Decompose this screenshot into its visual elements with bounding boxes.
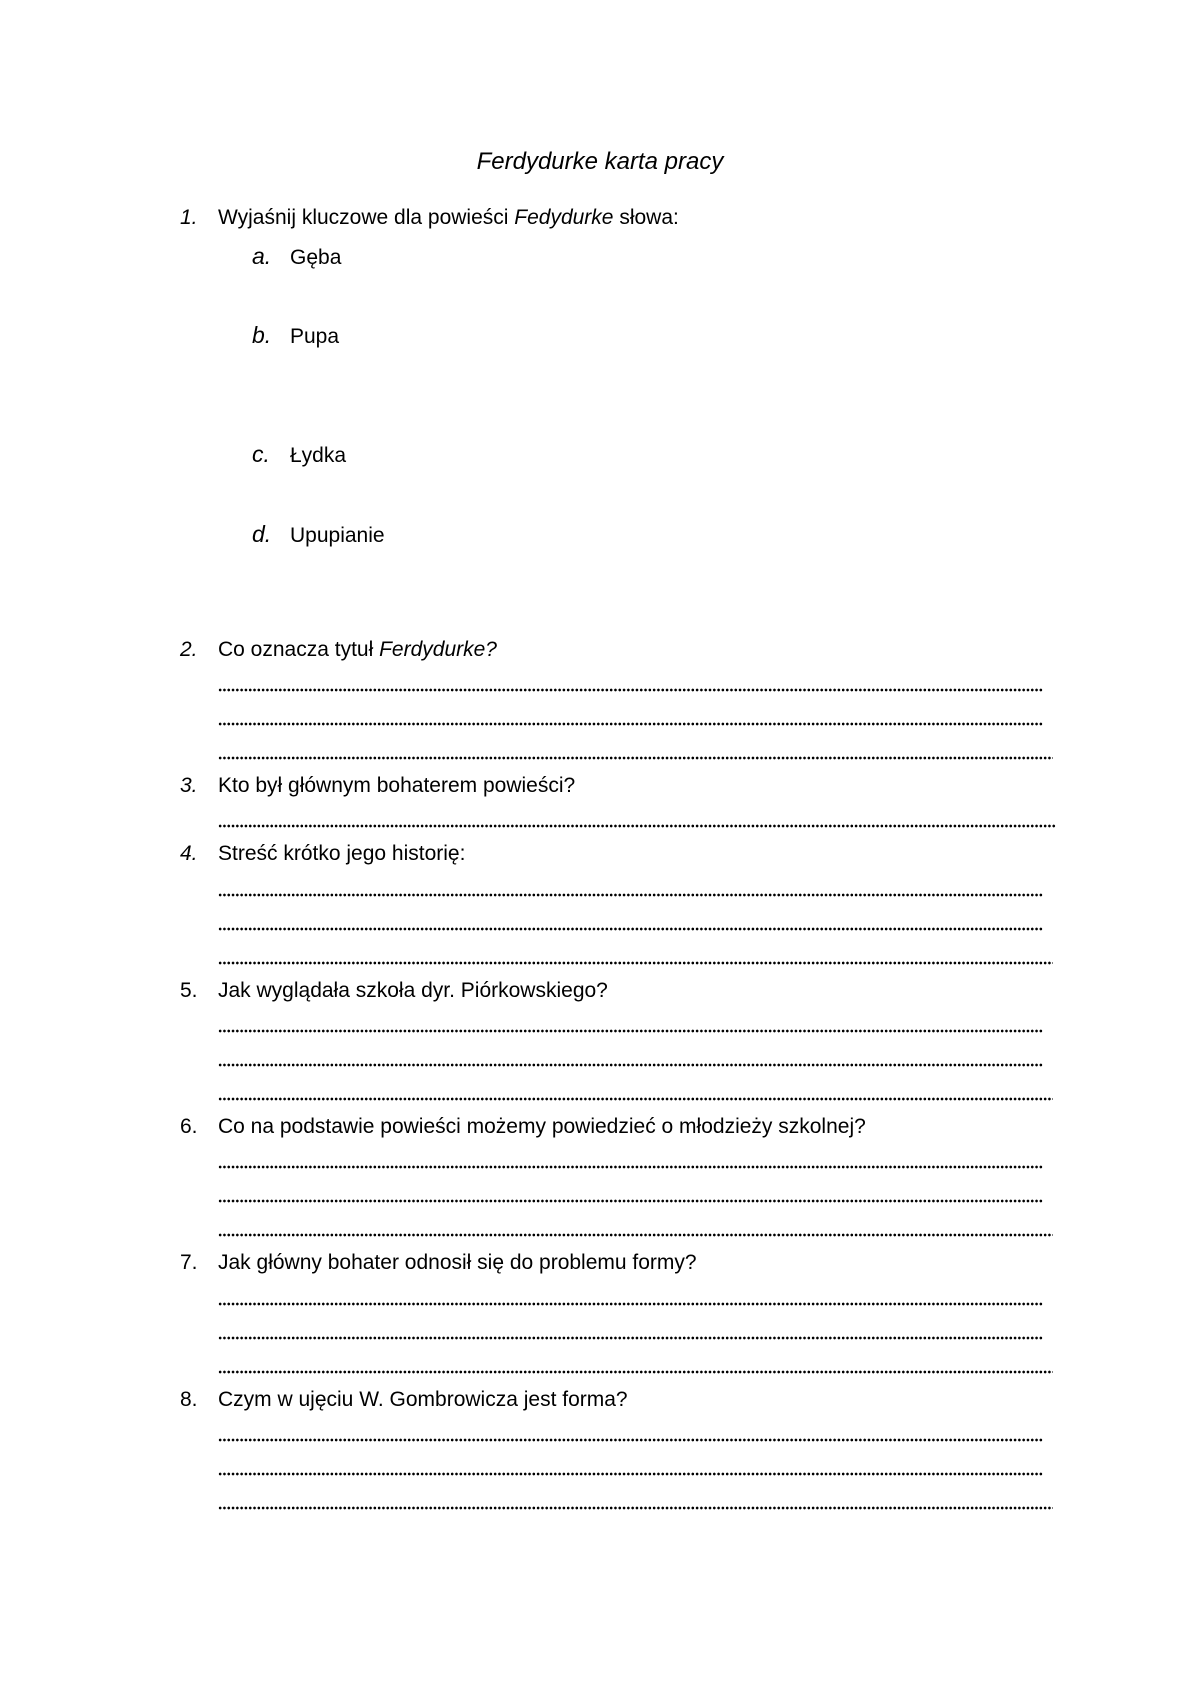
answer-line[interactable] [218, 1199, 1043, 1203]
answer-line[interactable] [218, 1029, 1043, 1033]
question-number: 6. [180, 1115, 198, 1138]
answer-line[interactable] [218, 1302, 1043, 1306]
question-number: 1. [180, 206, 198, 229]
sub-item-b [252, 322, 339, 350]
answer-line[interactable] [218, 688, 1043, 692]
answer-line[interactable] [218, 1233, 1053, 1237]
sub-item-c [252, 441, 346, 469]
answer-line[interactable] [218, 1165, 1043, 1169]
question-text: słowa: [613, 206, 679, 229]
answer-line[interactable] [218, 756, 1053, 760]
question-text: Czym w ujęciu W. Gombrowicza jest forma? [218, 1388, 628, 1411]
question-text: Wyjaśnij kluczowe dla powieści [218, 206, 515, 229]
answer-line[interactable] [218, 1063, 1043, 1067]
sub-item-letter: d. [252, 521, 272, 547]
page-title: Ferdydurke karta pracy [476, 148, 724, 175]
answer-line[interactable] [218, 722, 1043, 726]
question-text-italic: Fedydurke [514, 206, 614, 229]
answer-line[interactable] [218, 1097, 1053, 1101]
question-6 [180, 1114, 866, 1140]
question-1 [180, 205, 679, 231]
answer-line[interactable] [218, 927, 1043, 931]
answer-line[interactable] [218, 1438, 1043, 1442]
question-text: Kto był głównym bohaterem powieści? [218, 774, 576, 797]
question-text: Co oznacza tytuł [218, 638, 380, 661]
sub-item-letter: b. [252, 322, 272, 348]
question-text: Co na podstawie powieści możemy powiedzieć o młodzieży szkolnej? [218, 1115, 866, 1138]
answer-line[interactable] [218, 1370, 1053, 1374]
sub-item-label: Upupianie [290, 524, 385, 547]
sub-item-d [252, 521, 385, 549]
question-text: Jak główny bohater odnosił się do problemu formy? [218, 1251, 697, 1274]
question-number: 7. [180, 1251, 198, 1274]
question-text-italic: Ferdydurke? [379, 638, 497, 661]
sub-item-label: Łydka [290, 444, 347, 467]
question-4 [180, 841, 465, 867]
question-number: 2. [180, 638, 198, 661]
question-7 [180, 1250, 697, 1276]
answer-line[interactable] [218, 1472, 1043, 1476]
answer-line[interactable] [218, 1336, 1043, 1340]
question-3 [180, 773, 575, 799]
answer-line[interactable] [218, 824, 1056, 828]
sub-item-label: Pupa [290, 325, 340, 348]
answer-line[interactable] [218, 961, 1053, 965]
question-5 [180, 978, 608, 1004]
sub-item-letter: c. [252, 441, 270, 467]
answer-line[interactable] [218, 1506, 1053, 1510]
question-number: 5. [180, 979, 198, 1002]
sub-item-letter: a. [252, 243, 272, 269]
question-8 [180, 1387, 628, 1413]
sub-item-a [252, 243, 341, 271]
sub-item-label: Gęba [290, 246, 342, 269]
question-number: 8. [180, 1388, 198, 1411]
answer-line[interactable] [218, 893, 1043, 897]
question-number: 4. [180, 842, 198, 865]
question-number: 3. [180, 774, 198, 797]
question-text: Jak wyglądała szkoła dyr. Piórkowskiego? [218, 979, 608, 1002]
question-text: Streść krótko jego historię: [218, 842, 466, 865]
question-2 [180, 637, 497, 663]
